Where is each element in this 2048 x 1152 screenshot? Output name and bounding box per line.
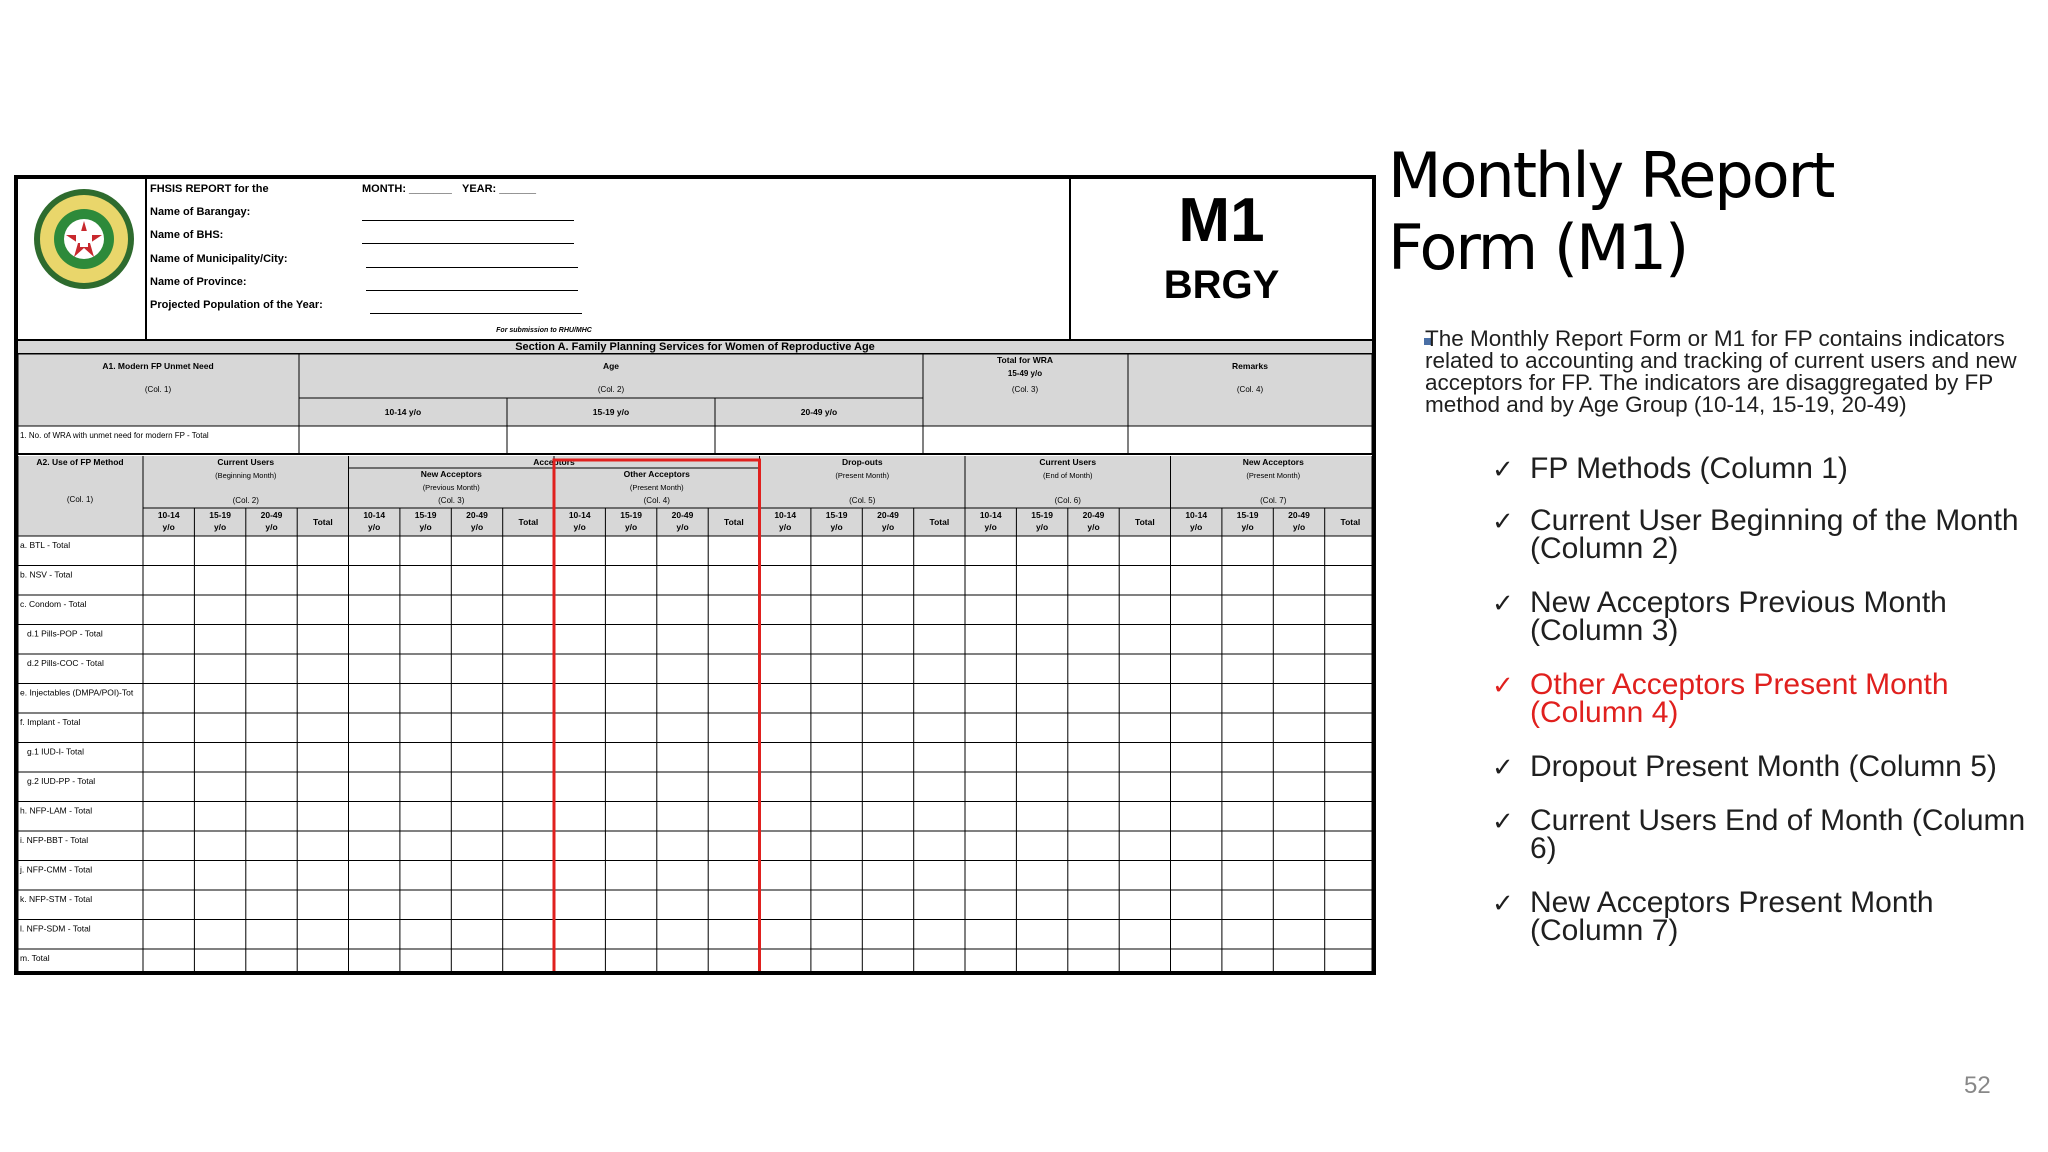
age-subcol-yo: y/o [1035,522,1049,532]
field-province: Name of Province: [150,276,247,288]
total-subcol: Total [518,517,539,527]
checkmark-icon: ✓ [1492,506,1514,536]
m1-form [14,175,1376,975]
fp-method-row-label: h. NFP-LAM - Total [20,805,93,816]
page-number: 52 [1964,1072,1991,1099]
checkmark-icon: ✓ [1492,670,1514,700]
age-subcol-yo: y/o [779,522,792,532]
group-subtitle: (Previous Month) [422,483,480,492]
age-subcol: 15-19 [1031,510,1053,520]
a1-col1: (Col. 1) [144,385,172,394]
field-barangay: Name of Barangay: [150,206,251,218]
group-col-label: (Col. 3) [438,496,465,505]
fp-method-row-label: e. Injectables (DMPA/POI)-Tot [20,687,134,698]
fp-method-row-label: c. Condom - Total [20,599,87,609]
a1-age-group: 20-49 y/o [800,407,838,417]
fp-method-row-label: g.1 IUD-I- Total [27,746,85,757]
age-subcol-yo: y/o [676,522,689,532]
group-title: Current Users [217,457,275,467]
group-title: Other Acceptors [623,469,690,479]
group-title: New Acceptors [1242,457,1304,467]
a1-row-label: 1. No. of WRA with unmet need for modern FP - Total [20,431,209,440]
a1-total-wra: Total for WRA [996,355,1054,365]
a1-col2: (Col. 2) [597,385,625,394]
age-subcol: 10-14 [1185,510,1208,520]
age-subcol: 10-14 [568,510,591,520]
age-subcol-yo: y/o [1292,522,1306,532]
fp-method-row-label: d.1 Pills-POP - Total [27,628,103,639]
a1-col3: (Col. 3) [1011,385,1039,394]
acceptors-header: Acceptors [533,457,575,467]
age-subcol-yo: y/o [881,522,895,532]
checkmark-icon: ✓ [1492,806,1514,836]
fp-method-row-label: b. NSV - Total [20,569,73,580]
age-subcol-yo: y/o [213,522,227,532]
a1-header: A1. Modern FP Unmet Need [102,361,214,371]
age-subcol: 20-49 [466,510,488,520]
fp-method-row-label: f. Implant - Total [20,717,81,727]
checklist-item-text: New Acceptors Present Month (Column 7) [1530,886,1934,947]
fp-method-row-label: d.2 Pills-COC - Total [27,658,104,668]
age-subcol: 10-14 [363,510,386,520]
total-subcol: Total [724,517,744,527]
checklist-item-text: FP Methods (Column 1) [1530,452,1848,485]
age-subcol-yo: y/o [984,522,997,532]
fp-method-row-label: a. BTL - Total [20,540,71,550]
fp-method-row-label: l. NFP-SDM - Total [20,923,91,934]
age-subcol-yo: y/o [1190,522,1203,532]
a1-header-bg [18,354,1372,426]
a1-age-group: 10-14 y/o [384,407,422,417]
age-subcol-yo: y/o [265,522,278,532]
group-title: New Acceptors [420,469,482,479]
age-subcol: 20-49 [671,510,694,520]
checklist-item-text: New Acceptors Previous Month (Column 3) [1530,586,1947,647]
age-subcol: 10-14 [774,510,797,520]
age-subcol: 15-19 [414,510,437,520]
age-subcol-yo: y/o [162,522,175,532]
fp-method-row-label: m. Total [20,953,50,963]
a2-header: A2. Use of FP Method [36,457,124,467]
group-subtitle: (Present Month) [835,471,890,480]
group-col-label: (Col. 7) [1260,496,1287,505]
a1-age-header: Age [602,361,620,371]
age-subcol: 15-19 [209,510,231,520]
total-subcol: Total [1340,517,1361,527]
checklist-item-text: Current Users End of Month (Column 6) [1530,804,2026,865]
submission-note: For submission to RHU/MHC [496,327,592,334]
group-subtitle: (Present Month) [1246,471,1301,480]
a1-col4: (Col. 4) [1236,385,1264,394]
field-population: Projected Population of the Year: [150,299,323,311]
age-subcol-yo: y/o [1241,522,1254,532]
group-subtitle: (End of Month) [1042,471,1093,480]
age-subcol: 15-19 [825,510,848,520]
checklist-item-text: Other Acceptors Present Month (Column 4) [1530,668,1949,729]
age-subcol-yo: y/o [368,522,381,532]
group-subtitle: (Present Month) [629,483,684,492]
age-subcol: 20-49 [1082,510,1105,520]
age-subcol: 20-49 [877,510,899,520]
form-grid [18,179,1372,971]
group-col-label: (Col. 2) [232,496,259,505]
field-month: MONTH: _______ [362,183,452,195]
checkmark-icon: ✓ [1492,888,1514,918]
a1-total-wra-sub: 15-49 y/o [1007,369,1043,378]
age-subcol-yo: y/o [830,522,843,532]
age-subcol-yo: y/o [419,522,432,532]
age-subcol: 15-19 [1236,510,1259,520]
checkmark-icon: ✓ [1492,588,1514,618]
fp-method-row-label: k. NFP-STM - Total [20,894,93,904]
group-subtitle: (Beginning Month) [215,471,277,480]
field-bhs: Name of BHS: [150,229,224,241]
slide-title-line1: Monthly Report [1388,139,1834,212]
group-title: Current Users [1039,457,1097,467]
field-municipality: Name of Municipality/City: [150,253,288,265]
checkmark-icon: ✓ [1492,454,1514,484]
checklist-item-text: Dropout Present Month (Column 5) [1530,750,1997,783]
age-subcol: 15-19 [620,510,642,520]
slide-title [1388,140,2028,284]
checkmark-icon: ✓ [1492,752,1514,782]
field-year: YEAR: ______ [462,183,536,195]
field-report-label: FHSIS REPORT for the [150,183,269,195]
age-subcol: 10-14 [979,510,1002,520]
age-subcol: 20-49 [1288,510,1310,520]
total-subcol: Total [929,517,950,527]
total-subcol: Total [313,517,333,527]
group-col-label: (Col. 6) [1054,496,1081,505]
total-subcol: Total [1135,517,1155,527]
slide-title-line2: Form (M1) [1388,211,1688,284]
age-subcol-yo: y/o [624,522,638,532]
intro-paragraph: The Monthly Report Form or M1 for FP contains indicators related to accounting and tracking of current users and new acceptors for FP. The indicators are disaggregated by FP method and by Age Group (10-14, 15-19, 20-49) [1425,326,2017,417]
form-code: M1 [1178,186,1265,255]
age-subcol: 20-49 [260,510,283,520]
a1-age-group: 15-19 y/o [592,407,630,417]
section-title: Section A. Family Planning Services for Women of Reproductive Age [18,339,1372,354]
group-title: Drop-outs [841,457,883,467]
a1-remarks: Remarks [1232,361,1268,371]
form-code-sub: BRGY [1163,263,1280,307]
age-subcol-yo: y/o [1087,522,1100,532]
age-subcol-yo: y/o [470,522,484,532]
fp-method-row-label: i. NFP-BBT - Total [20,835,89,845]
group-col-label: (Col. 5) [849,496,876,505]
checklist-item-text: Current User Beginning of the Month (Column 2) [1530,504,2019,565]
age-subcol-yo: y/o [573,522,586,532]
a2-col1: (Col. 1) [66,495,94,504]
group-col-label: (Col. 4) [643,496,670,505]
age-subcol: 10-14 [157,510,180,520]
fp-method-row-label: j. NFP-CMM - Total [20,864,93,875]
fp-method-row-label: g.2 IUD-PP - Total [27,776,96,786]
